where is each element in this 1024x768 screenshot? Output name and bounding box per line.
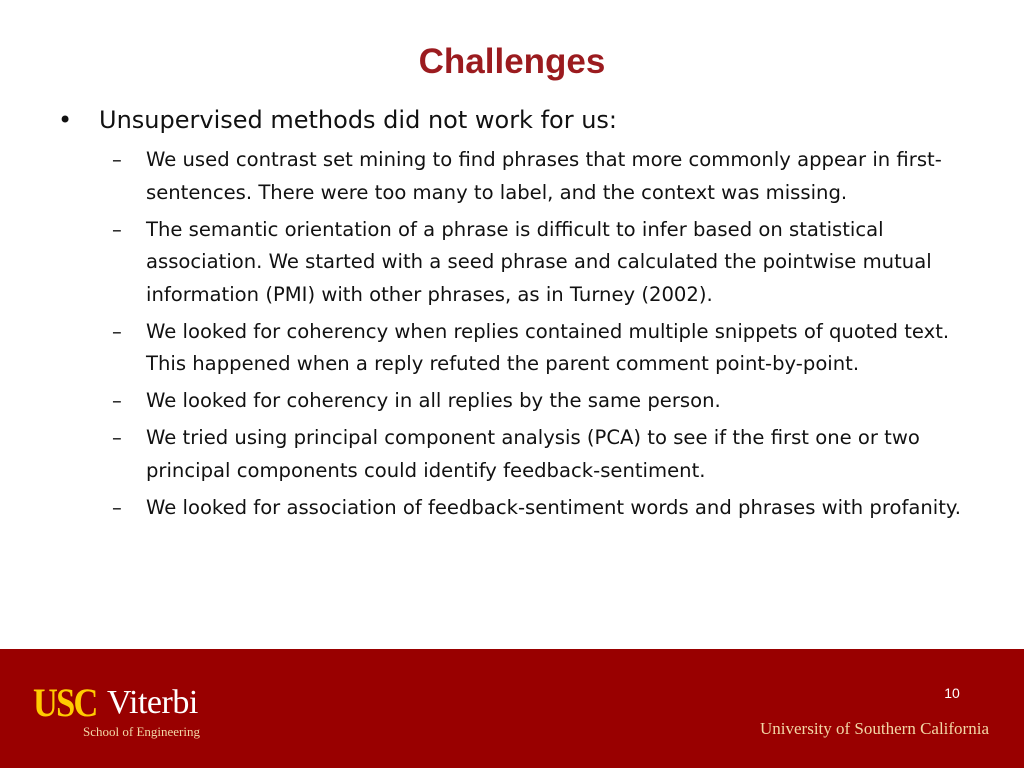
university-name: University of Southern California [760, 719, 989, 738]
sub-bullet [58, 144, 988, 209]
main-bullet-text: Unsupervised methods did not work for us: [99, 106, 618, 134]
sub-bullet-dash: – [112, 148, 122, 171]
sub-bullet-dash: – [112, 217, 122, 241]
slide-title: Challenges [418, 42, 606, 81]
sub-bullet-text: We looked for coherency in all replies by the same person. [146, 389, 721, 412]
sub-bullet-text: We tried using principal component analysis (PCA) to see if the first one or two principal components could identify feedback-sentiment. [146, 426, 920, 482]
sub-bullet [58, 492, 988, 525]
sub-bullet [58, 316, 988, 381]
bullet-marker: • [58, 106, 73, 134]
sub-bullet-dash: – [112, 426, 122, 449]
sub-bullet [58, 422, 988, 487]
footer-bar [0, 649, 1024, 768]
sub-bullet-dash: – [112, 495, 122, 519]
sub-bullet [58, 385, 988, 418]
sub-bullet-dash: – [112, 319, 122, 343]
page-number: 10 [944, 685, 960, 701]
sub-bullet-text: The semantic orientation of a phrase is difficult to infer based on statistical association. We started with a seed phrase and calculated the pointwise mutual information (PMI) with other phrases, as in Turney (2002). [146, 217, 932, 306]
sub-bullet [58, 214, 988, 312]
logo-usc-text: USC [33, 680, 97, 725]
slide-content [58, 102, 988, 529]
sub-bullet-text: We used contrast set mining to find phrases that more commonly appear in first-sentences. There were too many to label, and the context was missing. [146, 148, 942, 204]
school-of-engineering: School of Engineering [83, 724, 200, 739]
main-bullet [58, 102, 988, 138]
logo-viterbi-text: Viterbi [107, 684, 198, 721]
sub-bullet-text: We looked for association of feedback-sentiment words and phrases with profanity. [146, 495, 961, 519]
sub-bullet-dash: – [112, 389, 122, 412]
sub-bullet-text: We looked for coherency when replies contained multiple snippets of quoted text. This happened when a reply refuted the parent comment point-by-point. [146, 319, 950, 375]
